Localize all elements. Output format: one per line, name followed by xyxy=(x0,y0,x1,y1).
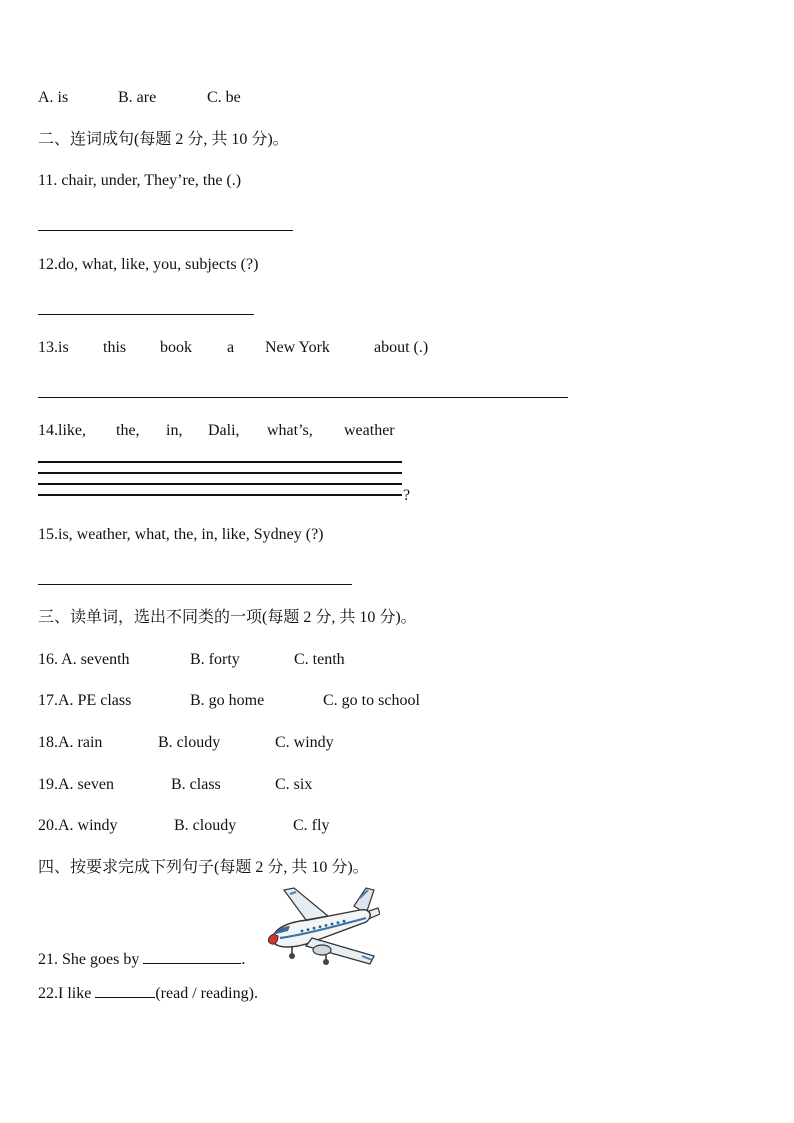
q15 xyxy=(38,525,324,545)
section2-score: (每题 2 分, 共 10 分)。 xyxy=(134,131,289,148)
q13-word-3: book xyxy=(160,339,192,356)
q20-option-c: C. fly xyxy=(293,817,330,834)
q11-answer-line[interactable] xyxy=(38,230,293,231)
section2-heading xyxy=(38,129,289,150)
q14-answer-line-4[interactable] xyxy=(38,494,402,496)
q12-answer-line[interactable] xyxy=(38,314,254,315)
q11-number: 11 xyxy=(38,172,54,189)
q22-text: .I like xyxy=(54,985,92,1002)
q14-word-3: in, xyxy=(166,422,183,439)
q21-blank[interactable] xyxy=(143,949,241,964)
q16-number: 16 xyxy=(38,651,54,668)
q13-word-2: this xyxy=(103,339,127,356)
q10-option-b: B. are xyxy=(118,89,157,106)
q11 xyxy=(38,171,241,191)
q17-number: 17 xyxy=(38,692,54,709)
q14-number: 14 xyxy=(38,422,54,439)
q13-word-5: New York xyxy=(265,339,330,356)
q20-number: 20 xyxy=(38,817,54,834)
q18-row xyxy=(38,733,102,753)
q20-row xyxy=(38,816,118,836)
q13-word-1: is xyxy=(58,339,69,356)
q17-option-c: C. go to school xyxy=(323,692,420,709)
q19-option-a: .A. seven xyxy=(54,776,114,793)
q16-option-c: C. tenth xyxy=(294,651,345,668)
q15-words: .is, weather, what, the, in, like, Sydney (?) xyxy=(54,526,324,543)
section4-heading xyxy=(38,857,369,878)
q16-option-a: . A. seventh xyxy=(54,651,130,668)
section3-heading xyxy=(38,607,417,628)
q18-option-b: B. cloudy xyxy=(158,734,221,751)
q14-answer-line-3[interactable] xyxy=(38,483,402,485)
section2-title: 二、连词成句 xyxy=(38,129,135,148)
section3-score: (每题 2 分, 共 10 分)。 xyxy=(262,609,417,626)
q14-word-5: what’s, xyxy=(267,422,313,439)
q10-option-c: C. be xyxy=(207,89,241,106)
q10-option-a: A. is xyxy=(38,89,69,106)
q15-number: 15 xyxy=(38,526,54,543)
q14-word-2: the, xyxy=(116,422,140,439)
q11-words: . chair, under, They’re, the (.) xyxy=(53,172,242,189)
q14-number-row: 14.like, xyxy=(38,422,86,439)
q22 xyxy=(38,983,258,1004)
q20-option-a: .A. windy xyxy=(54,817,118,834)
q12-words: .do, what, like, you, subjects (?) xyxy=(54,256,259,273)
q12 xyxy=(38,255,258,275)
q21-end: . xyxy=(241,951,246,968)
q14-word-6: weather xyxy=(344,422,395,439)
q13-word-6: about (.) xyxy=(374,339,429,356)
q16-row xyxy=(38,650,130,670)
q18-number: 18 xyxy=(38,734,54,751)
q14-word-4: Dali, xyxy=(208,422,240,439)
q20-option-b: B. cloudy xyxy=(174,817,237,834)
q19-row xyxy=(38,775,114,795)
q18-option-a: .A. rain xyxy=(54,734,103,751)
q22-hint: (read / reading). xyxy=(155,985,258,1002)
q13-number: 13 xyxy=(38,339,54,356)
q14-word-1: like, xyxy=(58,422,86,439)
q22-number: 22 xyxy=(38,985,54,1002)
q13-word-4: a xyxy=(227,339,235,356)
q21-number: 21 xyxy=(38,951,54,968)
q22-blank[interactable] xyxy=(95,983,155,998)
q12-number: 12 xyxy=(38,256,54,273)
section3-title: 三、读单词，选出不同类的一项 xyxy=(38,607,263,626)
section4-title: 四、按要求完成下列句子 xyxy=(38,857,215,876)
q14-question-mark: ? xyxy=(403,487,411,504)
q19-number: 19 xyxy=(38,776,54,793)
section4-score: (每题 2 分, 共 10 分)。 xyxy=(214,859,369,876)
q17-row xyxy=(38,691,131,711)
q14-answer-line-1[interactable] xyxy=(38,461,402,463)
q16-option-b: B. forty xyxy=(190,651,240,668)
q17-option-b: B. go home xyxy=(190,692,265,709)
q19-option-b: B. class xyxy=(171,776,221,793)
q13-answer-line[interactable] xyxy=(38,397,568,398)
airplane-icon xyxy=(262,884,380,966)
q21-text: . She goes by xyxy=(54,951,140,968)
q17-option-a: .A. PE class xyxy=(54,692,132,709)
q18-option-c: C. windy xyxy=(275,734,334,751)
q19-option-c: C. six xyxy=(275,776,313,793)
q15-answer-line[interactable] xyxy=(38,584,352,585)
q14-answer-line-2[interactable] xyxy=(38,472,402,474)
q21 xyxy=(38,949,245,970)
q13-number-row: 13.is xyxy=(38,339,69,356)
